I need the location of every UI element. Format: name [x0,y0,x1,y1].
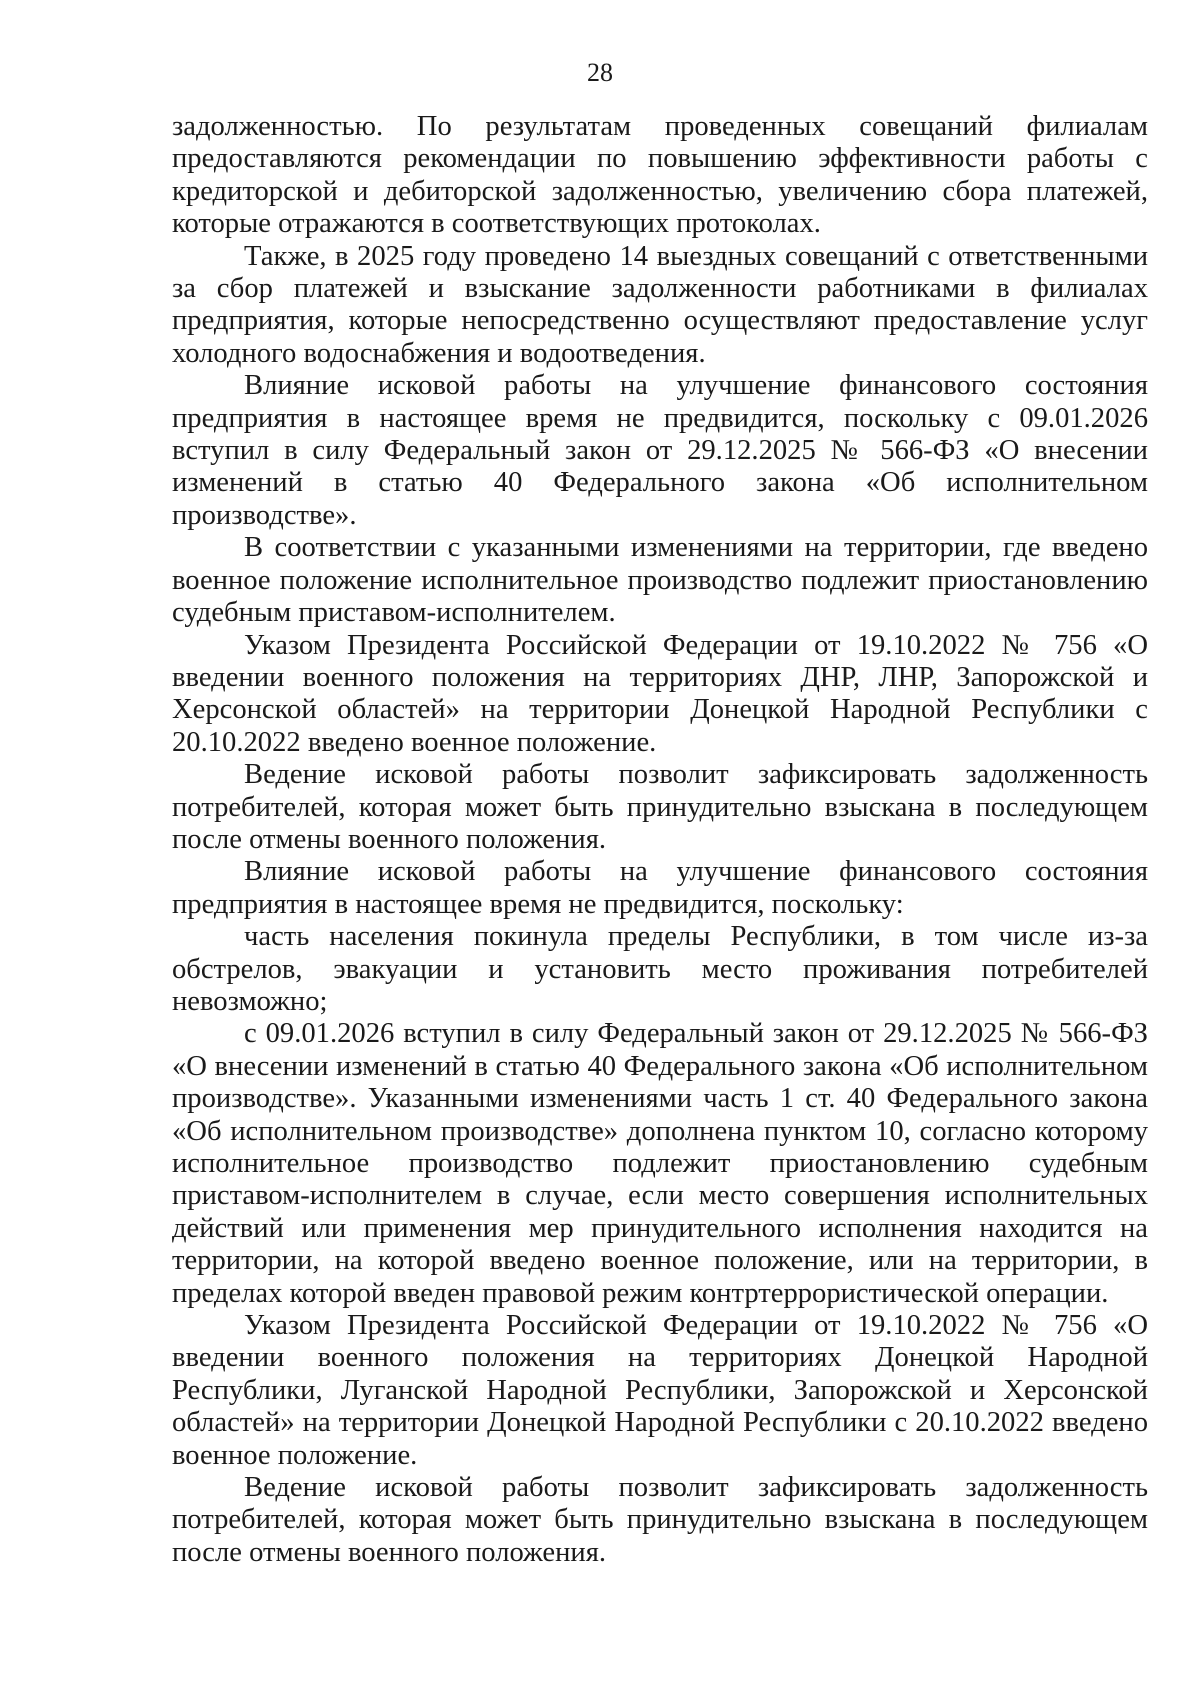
paragraph-reason-population: часть населения покинула пределы Республики, в том числе из-за обстрелов, эвакуации и установить место проживания потребителей невозможно; [172,921,1148,1017]
paragraph-field-meetings: Также, в 2025 году проведено 14 выездных совещаний с ответственными за сбор платежей и взыскание задолженности работниками в филиалах предприятия, которые непосредственно осуществляют предоставление услуг холодного водоснабжения и водоотведения. [172,240,1148,369]
paragraph-presidential-decree-full: Указом Президента Российской Федерации от 19.10.2022 № 756 «О введении военного положения на территориях Донецкой Народной Республики, Луганской Народной Республики, Запорожской и Херсонской областей» на территории Донецкой Народной Республики с 20.10.2022 введено военное положение. [172,1310,1148,1471]
document-body [172,111,1148,1569]
paragraph-lawsuit-purpose: Ведение исковой работы позволит зафиксировать задолженность потребителей, которая может быть принудительно взыскана в последующем после отмены военного положения. [172,759,1148,855]
paragraph-martial-law-suspension: В соответствии с указанными изменениями на территории, где введено военное положение исполнительное производство подлежит приостановлению судебным приставом-исполнителем. [172,532,1148,629]
page-number: 28 [587,58,613,87]
paragraph-lawsuit-impact-reasons: Влияние исковой работы на улучшение финансового состояния предприятия в настоящее время не предвидится, поскольку: [172,856,1148,920]
paragraph-reason-federal-law: с 09.01.2026 вступил в силу Федеральный закон от 29.12.2025 № 566-ФЗ «О внесении изменений в статью 40 Федерального закона «Об исполнительном производстве». Указанными изменениями часть 1 ст. 40 Федерального закона «Об исполнительном производстве» дополнена пунктом 10, согласно которому исполнительное производство подлежит приостановлению судебным приставом-исполнителем в случае, если место совершения исполнительных действий или применения мер принудительного исполнения находится на территории, на которой введено военное положение, или на территории, в пределах которой введен правовой режим контртеррористической операции. [172,1018,1148,1309]
paragraph-presidential-decree: Указом Президента Российской Федерации от 19.10.2022 № 756 «О введении военного положения на территориях ДНР, ЛНР, Запорожской и Херсонской областей» на территории Донецкой Народной Республики с 20.10.2022 введено военное положение. [172,629,1148,758]
paragraph-lawsuit-purpose-final: Ведение исковой работы позволит зафиксировать задолженность потребителей, которая может быть принудительно взыскана в последующем после отмены военного положения. [172,1472,1148,1568]
paragraph-continuation: задолженностью. По результатам проведенных совещаний филиалам предоставляются рекомендации по повышению эффективности работы с кредиторской и дебиторской задолженностью, увеличению сбора платежей, которые отражаются в соответствующих протоколах. [172,111,1148,240]
paragraph-lawsuit-impact: Влияние исковой работы на улучшение финансового состояния предприятия в настоящее время не предвидится, поскольку с 09.01.2026 вступил в силу Федеральный закон от 29.12.2025 № 566-ФЗ «О внесении изменений в статью 40 Федерального закона «Об исполнительном производстве». [172,370,1148,531]
